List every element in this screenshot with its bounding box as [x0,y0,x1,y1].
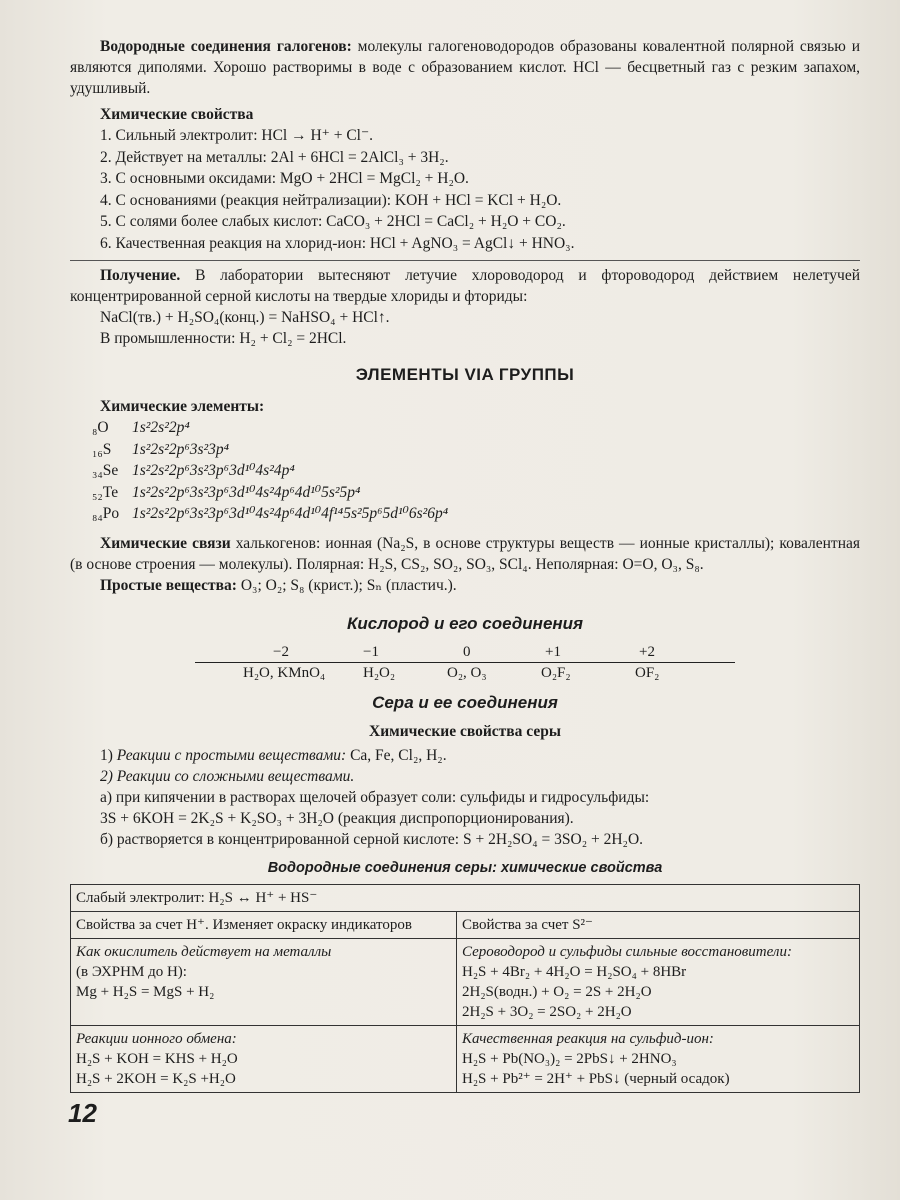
oxidation-states-line [195,644,735,663]
cell-line: 2H₂S + 3O₂ = 2SO₂ + 2H₂O [462,1003,632,1020]
simple-title: Простые вещества: [100,576,237,594]
oxidation-state: −2 [273,643,289,660]
element-config: 1s²2s²2p⁶3s²3p⁶3d¹⁰4s²4p⁶4d¹⁰5s²5p⁴ [132,483,361,501]
chem-prop-item: 1. Сильный электролит: HCl → H⁺ + Cl⁻. [100,127,374,144]
table-row [71,938,860,1025]
table-row [71,911,860,938]
obtaining-text: В лаборатории вытесняют летучие хлороводород и фтороводород действием нелетучей концентрированной серной кислоты на твердые хлориды и фториды: [70,267,860,305]
simple-substances [70,575,860,596]
table-row [71,884,860,911]
bonds-paragraph [70,533,860,575]
element-config: 1s²2s²2p⁶3s²3p⁴ [132,440,230,458]
oxidation-compound: H₂O, KMnO₄ [243,664,326,681]
table-cell: Свойства за счет H⁺. Изменяет окраску индикаторов [71,911,457,938]
oxidation-state: +2 [639,643,655,660]
element-config: 1s²2s²2p⁶3s²3p⁶3d¹⁰4s²4p⁶4d¹⁰4f¹⁴5s²5p⁶5d¹⁰6s²6p⁴ [132,505,449,522]
oxidation-state: −1 [363,643,379,660]
bonds-title: Химические связи [100,534,231,552]
cell-line: H₂S + 4Br₂ + 4H₂O = H₂SO₄ + 8HBr [462,963,687,980]
cell-line: H₂S + Pb(NO₃)₂ = 2PbS↓ + 2HNO₃ [462,1050,677,1067]
obtaining-title: Получение. [100,267,181,284]
section-title-via: ЭЛЕМЕНТЫ VIA ГРУППЫ [355,365,575,384]
cell-line: Mg + H₂S = MgS + H₂ [76,983,215,1000]
element-symbol: ₈O [92,419,109,436]
element-config: 1s²2s²2p⁴ [132,419,190,436]
page-number: 12 [68,1098,97,1128]
element-row [70,503,860,525]
element-row [70,439,860,461]
oxidation-compound: OF₂ [635,664,660,681]
cell-line: Реакции ионного обмена: [76,1030,237,1047]
element-symbol: ₅₂Te [92,483,119,501]
chem-prop-item: 6. Качественная реакция на хлорид-ион: HCl + AgNO₃ = AgCl↓ + HNO₃. [100,234,575,252]
oxidation-compound: O₂F₂ [541,664,571,681]
elements-list [70,417,860,525]
oxidation-compound: O₂, O₃ [447,664,487,681]
table-row [71,1025,860,1092]
oxidation-state: +1 [545,643,561,660]
chem-prop-item: 4. С основаниями (реакция нейтрализации): KOH + HCl = KCl + H₂O. [100,191,562,209]
table-caption: Водородные соединения серы: химические свойства [267,859,663,876]
table-cell: Слабый электролит: H₂S ↔ H⁺ + HS⁻ [71,884,860,911]
cell-line: H₂S + Pb²⁺ = 2H⁺ + PbS↓ (черный осадок) [462,1070,730,1087]
table-cell [457,1025,860,1092]
element-symbol: ₈₄Po [92,505,120,522]
element-config: 1s²2s²2p⁶3s²3p⁶3d¹⁰4s²4p⁴ [132,462,295,479]
obtaining-paragraph [70,265,860,307]
sulfur-reaction-1 [70,745,860,766]
divider [70,260,860,261]
bonds-text: халькогенов: ионная (Na₂S, в основе структуры веществ — ионные кристаллы); ковалентная (в основе строения — молекулы). Полярная: H₂S, CS₂, SO₂, SO₃, SCl₄. Неполярная: O=O, O₃, S₈. [70,534,860,573]
elements-title: Химические элементы: [100,398,265,415]
cell-line: (в ЭХРНМ до H): [76,963,187,980]
halogen-paragraph [70,36,860,99]
chem-prop-item: 2. Действует на металлы: 2Al + 6HCl = 2AlCl₃ + 3H₂. [100,148,449,166]
lab-equation: NaCl(тв.) + H₂SO₄(конц.) = NaHSO₄ + HCl↑. [100,309,390,326]
sulfur-r1-italic: Реакции с простыми веществами: [116,746,347,764]
cell-line: H₂S + KOH = KHS + H₂O [76,1050,238,1067]
element-row [70,482,860,504]
sulfur-r1-text: Ca, Fe, Cl₂, H₂. [346,746,447,764]
oxidation-compound: H₂O₂ [363,664,396,681]
halogen-title: Водородные соединения галогенов: [100,38,352,55]
oxidation-state: 0 [463,643,471,660]
sulfur-a-equation: 3S + 6KOH = 2K₂S + K₂SO₃ + 3H₂O (реакция диспропорционирования). [100,809,574,827]
table-cell [457,938,860,1025]
element-symbol: ₁₆S [92,440,112,458]
cell-line: H₂S + 2KOH = K₂S +H₂O [76,1070,236,1087]
chem-props-title: Химические свойства [100,106,254,123]
h2s-properties-table [70,884,860,1093]
oxidation-compounds [195,663,735,683]
sulfur-a-text: а) при кипячении в растворах щелочей образует соли: сульфиды и гидросульфиды: [100,788,650,806]
table-cell [71,938,457,1025]
cell-line: Как окислитель действует на металлы [76,943,332,960]
sulfur-props-title: Химические свойства серы [369,722,561,740]
table-cell [71,1025,457,1092]
chem-props-list [70,125,860,254]
sulfur-title: Сера и ее соединения [372,692,558,712]
chem-prop-item: 5. С солями более слабых кислот: CaCO₃ + 2HCl = CaCl₂ + H₂O + CO₂. [100,213,566,230]
table-cell: Свойства за счет S²⁻ [457,911,860,938]
chem-prop-item: 3. С основными оксидами: MgO + 2HCl = MgCl₂ + H₂O. [100,170,469,187]
cell-line: 2H₂S(водн.) + O₂ = 2S + 2H₂O [462,983,652,1000]
content [70,36,860,1093]
oxygen-title: Кислород и его соединения [346,613,584,633]
sulfur-reaction-2: 2) Реакции со сложными веществами. [100,767,355,785]
sulfur-b-text: б) растворяется в концентрированной серной кислоте: S + 2H₂SO₄ = 3SO₂ + 2H₂O. [100,830,644,848]
simple-text: O₃; O₂; S₈ (крист.); Sₙ (пластич.). [236,576,457,594]
halogen-text: молекулы галогеноводородов образованы ковалентной полярной связью и являются диполями. Хорошо растворимы в воде с образованием кислот. HCl — бесцветный газ с резким запахом, удушливый. [70,38,860,97]
element-row [70,460,860,482]
element-symbol: ₃₄Se [92,462,119,479]
element-row [70,417,860,439]
sulfur-r1-label: 1) [100,746,117,764]
oxidation-scale [195,644,735,683]
industry-equation: В промышленности: H₂ + Cl₂ = 2HCl. [100,330,347,347]
cell-line: Сероводород и сульфиды сильные восстановители: [462,943,792,960]
cell-line: Качественная реакция на сульфид-ион: [462,1030,714,1047]
